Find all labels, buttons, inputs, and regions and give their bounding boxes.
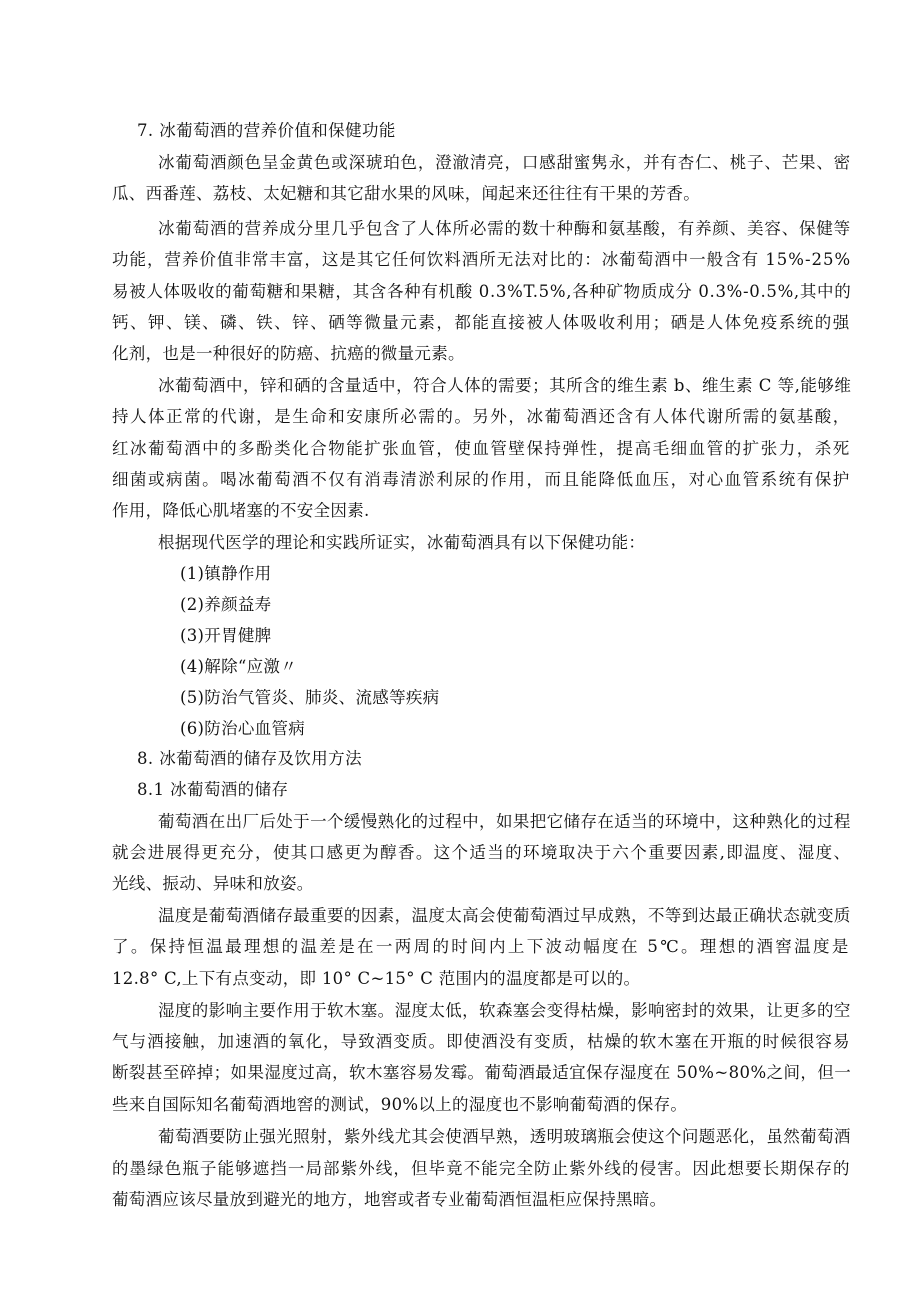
text-line: 冰葡萄酒的营养成分里几乎包含了人体所必需的数十种酶和氨基酸，有养颜、美容、保健等 — [158, 219, 851, 238]
heading-text: 8.1 冰葡萄酒的储存 — [137, 780, 289, 799]
text-line: 钙、钾、镁、磷、铁、锌、硒等微量元素，都能直接被人体吸收利用；硒是人体免疫系统的强 — [112, 313, 851, 332]
text-line: (3)开胃健脾 — [180, 626, 272, 645]
text-line: 冰葡萄酒中，锌和硒的含量适中，符合人体的需要；其所含的维生素 b、维生素 C 等,能够维 — [158, 376, 852, 395]
text-line: 些来自国际知名葡萄酒地窖的测试，90%以上的湿度也不影响葡萄酒的保存。 — [112, 1095, 688, 1114]
heading-text: 7. 冰葡萄酒的营养价值和保健功能 — [137, 121, 396, 140]
text-line: (5)防治气管炎、肺炎、流感等疾病 — [180, 688, 440, 707]
text-line: 功能，营养价值非常丰富，这是其它任何饮料酒所无法对比的：冰葡萄酒中一般含有 15%-25% — [112, 250, 852, 269]
text-line: 瓜、西番莲、荔枝、太妃糖和其它甜水果的风味，闻起来还往往有干果的芳香。 — [112, 184, 700, 203]
text-line: 葡萄酒在出厂后处于一个缓慢熟化的过程中，如果把它储存在适当的环境中，这种熟化的过程 — [158, 812, 851, 831]
text-line: 化剂，也是一种很好的防癌、抗癌的微量元素。 — [112, 344, 465, 363]
text-line: 根据现代医学的理论和实践所证实，冰葡萄酒具有以下保健功能： — [158, 533, 646, 552]
text-line: 湿度的影响主要作用于软木塞。湿度太低，软森塞会变得枯燥，影响密封的效果，让更多的空 — [158, 1001, 851, 1020]
text-line: 断裂甚至碎掉；如果湿度过高，软木塞容易发霉。葡萄酒最适宜保存湿度在 50%~80%之间，但一 — [112, 1063, 852, 1082]
text-line: 12.8° C,上下有点变动，即 10° C~15° C 范围内的温度都是可以的。 — [112, 969, 641, 988]
text-line: 光线、振动、异味和放姿。 — [112, 874, 314, 893]
text-line: 冰葡萄酒颜色呈金黄色或深琥珀色，澄澈清亮，口感甜蜜隽永，并有杏仁、桃子、芒果、密 — [158, 153, 851, 172]
text-line: 了。保持恒温最理想的温差是在一两周的时间内上下波动幅度在 5℃。理想的酒窖温度是 — [112, 937, 851, 956]
text-line: 葡萄酒应该尽量放到避光的地方，地窖或者专业葡萄酒恒温柜应保持黑暗。 — [112, 1190, 667, 1209]
text-line: (1)镇静作用 — [180, 564, 272, 583]
text-line: 的墨绿色瓶子能够遮挡一局部紫外线，但毕竟不能完全防止紫外线的侵害。因此想要长期保存的 — [112, 1159, 851, 1178]
text-line: 易被人体吸收的葡萄糖和果糖，其含各种有机酸 0.3%T.5%,各种矿物质成分 0.3%-0.5%,其中的 — [112, 282, 852, 301]
text-line: 就会进展得更充分，使其口感更为醇香。这个适当的环境取决于六个重要因素,即温度、湿度、 — [112, 843, 852, 862]
heading-text: 8. 冰葡萄酒的储存及饮用方法 — [137, 749, 362, 768]
text-line: 持人体正常的代谢，是生命和安康所必需的。另外，冰葡萄酒还含有人体代谢所需的氨基酸， — [112, 407, 851, 426]
text-line: (6)防治心血管病 — [180, 719, 306, 738]
text-line: 细菌或病菌。喝冰葡萄酒不仅有消毒清淤利尿的作用，而且能降低血压，对心血管系统有保护 — [112, 470, 851, 489]
text-line: 温度是葡萄酒储存最重要的因素，温度太高会使葡萄酒过早成熟，不等到达最正确状态就变质 — [158, 906, 851, 925]
text-line: 葡萄酒要防止强光照射，紫外线尤其会使酒早熟，透明玻璃瓶会使这个问题恶化，虽然葡萄酒 — [158, 1127, 851, 1146]
text-line: (2)养颜益寿 — [180, 595, 272, 614]
text-line: (4)解除“应激〃 — [180, 657, 298, 676]
text-line: 气与酒接触，加速酒的氧化，导致酒变质。即使酒没有变质，枯燥的软木塞在开瓶的时候很容易 — [112, 1032, 851, 1051]
text-line: 作用，降低心肌堵塞的不安全因素. — [112, 501, 370, 520]
text-line: 红冰葡萄酒中的多酚类化合物能扩张血管，使血管壁保持弹性，提高毛细血管的扩张力，杀死 — [112, 439, 851, 458]
